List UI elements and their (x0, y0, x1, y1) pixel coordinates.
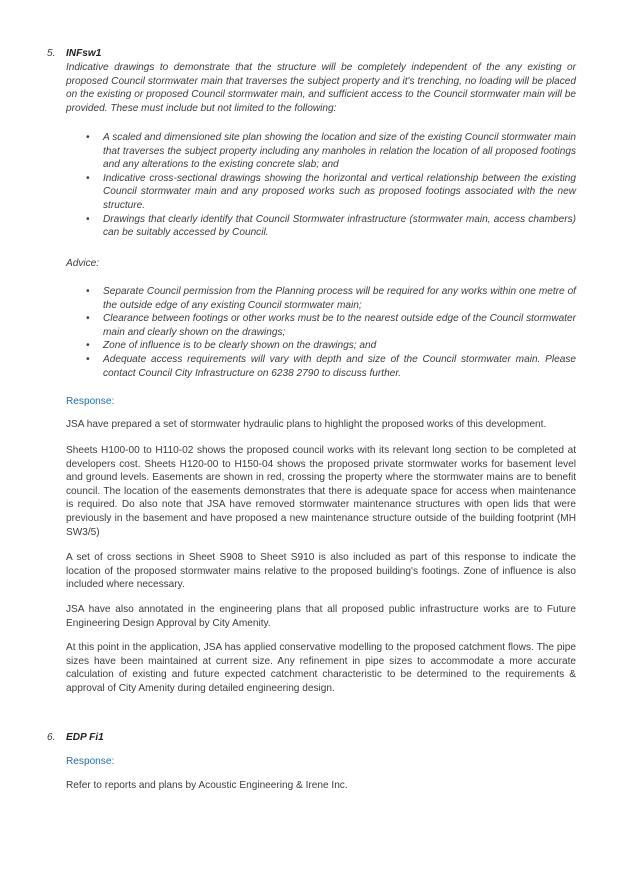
section-5-number: 5. (47, 48, 56, 59)
list-item: • A scaled and dimensioned site plan showing the location and size of the existing Council stormwater main that traverses the subject property including any manholes in relation the location of all proposed footings and any alterations to the existing concrete slab; and (86, 132, 576, 171)
response-paragraph-4: JSA have also annotated in the engineering plans that all proposed public infrastructure works are to Future Engineering Design Approval by City Amenity. (66, 604, 576, 629)
section-5-response-label: Response: (66, 396, 115, 407)
advice-label: Advice: (66, 258, 100, 269)
list-item: • Separate Council permission from the Planning process will be required for any works within one metre of the outside edge of any existing Council stormwater main; (86, 286, 576, 311)
response-paragraph-2: Sheets H100-00 to H110-02 shows the proposed council works with its relevant long section to be completed at developers cost. Sheets H120-00 to H150-04 shows the proposed private stormwater works for basement level and ground levels. Easements are shown in red, crossing the property where the stormwater mains are to benefit council. The location of the easements demonstrates that there is adequate space for access when maintenance is required. Do also note that JSA have removed stormwater maintenance structures with open lids that were previously in the basement and have proposed a new maintenance structure outside of the building footprint (MH SW3/5) (66, 445, 576, 538)
advice-list (66, 285, 576, 380)
response-paragraph-3: A set of cross sections in Sheet S908 to Sheet S910 is also included as part of this response to indicate the location of the proposed stormwater mains relative to the proposed building's footings. Zone of influence is also included where necessary. (66, 552, 576, 591)
list-item: • Indicative cross-sectional drawings showing the horizontal and vertical relationship between the existing Council stormwater main and any proposed works such as proposed footings associated with the new structure. (86, 172, 576, 211)
list-item: • Clearance between footings or other works must be to the nearest outside edge of the Council stormwater main and clearly shown on the drawings; (86, 313, 576, 338)
list-item: • Zone of influence is to be clearly shown on the drawings; and (86, 340, 377, 352)
response-paragraph-5: At this point in the application, JSA has applied conservative modelling to the proposed catchment flows. The pipe sizes have been maintained at current size. Any refinement in pipe sizes to accommodate a more accurate calculation of existing and future expected catchment characteristic to be determined to the requirements & approval of City Amenity during detailed engineering design. (66, 642, 576, 694)
section-6-heading: EDP Fi1 (66, 732, 104, 743)
section-5-heading: INFsw1 (66, 48, 102, 59)
section-6-number: 6. (47, 732, 56, 743)
response-paragraph-1: JSA have prepared a set of stormwater hydraulic plans to highlight the proposed works of this development. (66, 419, 547, 430)
section-6-response-label: Response: (66, 756, 115, 767)
requirements-list (66, 131, 576, 240)
list-item: • Drawings that clearly identify that Council Stormwater infrastructure (stormwater main, access chambers) can be suitably accessed by Council. (86, 213, 576, 239)
section-6-response-text: Refer to reports and plans by Acoustic Engineering & Irene Inc. (66, 780, 348, 791)
section-5-intro: Indicative drawings to demonstrate that the structure will be completely independent of the any existing or proposed Council stormwater main that traverses the subject property and it's trenching, no loading will be placed on the existing or proposed Council stormwater main, and sufficient access to the Council stormwater main will be provided. These must include but not limited to the following: (66, 62, 576, 114)
list-item: • Adequate access requirements will vary with depth and size of the Council stormwater main. Please contact Council City Infrastructure on 6238 2790 to discuss further. (86, 353, 576, 379)
